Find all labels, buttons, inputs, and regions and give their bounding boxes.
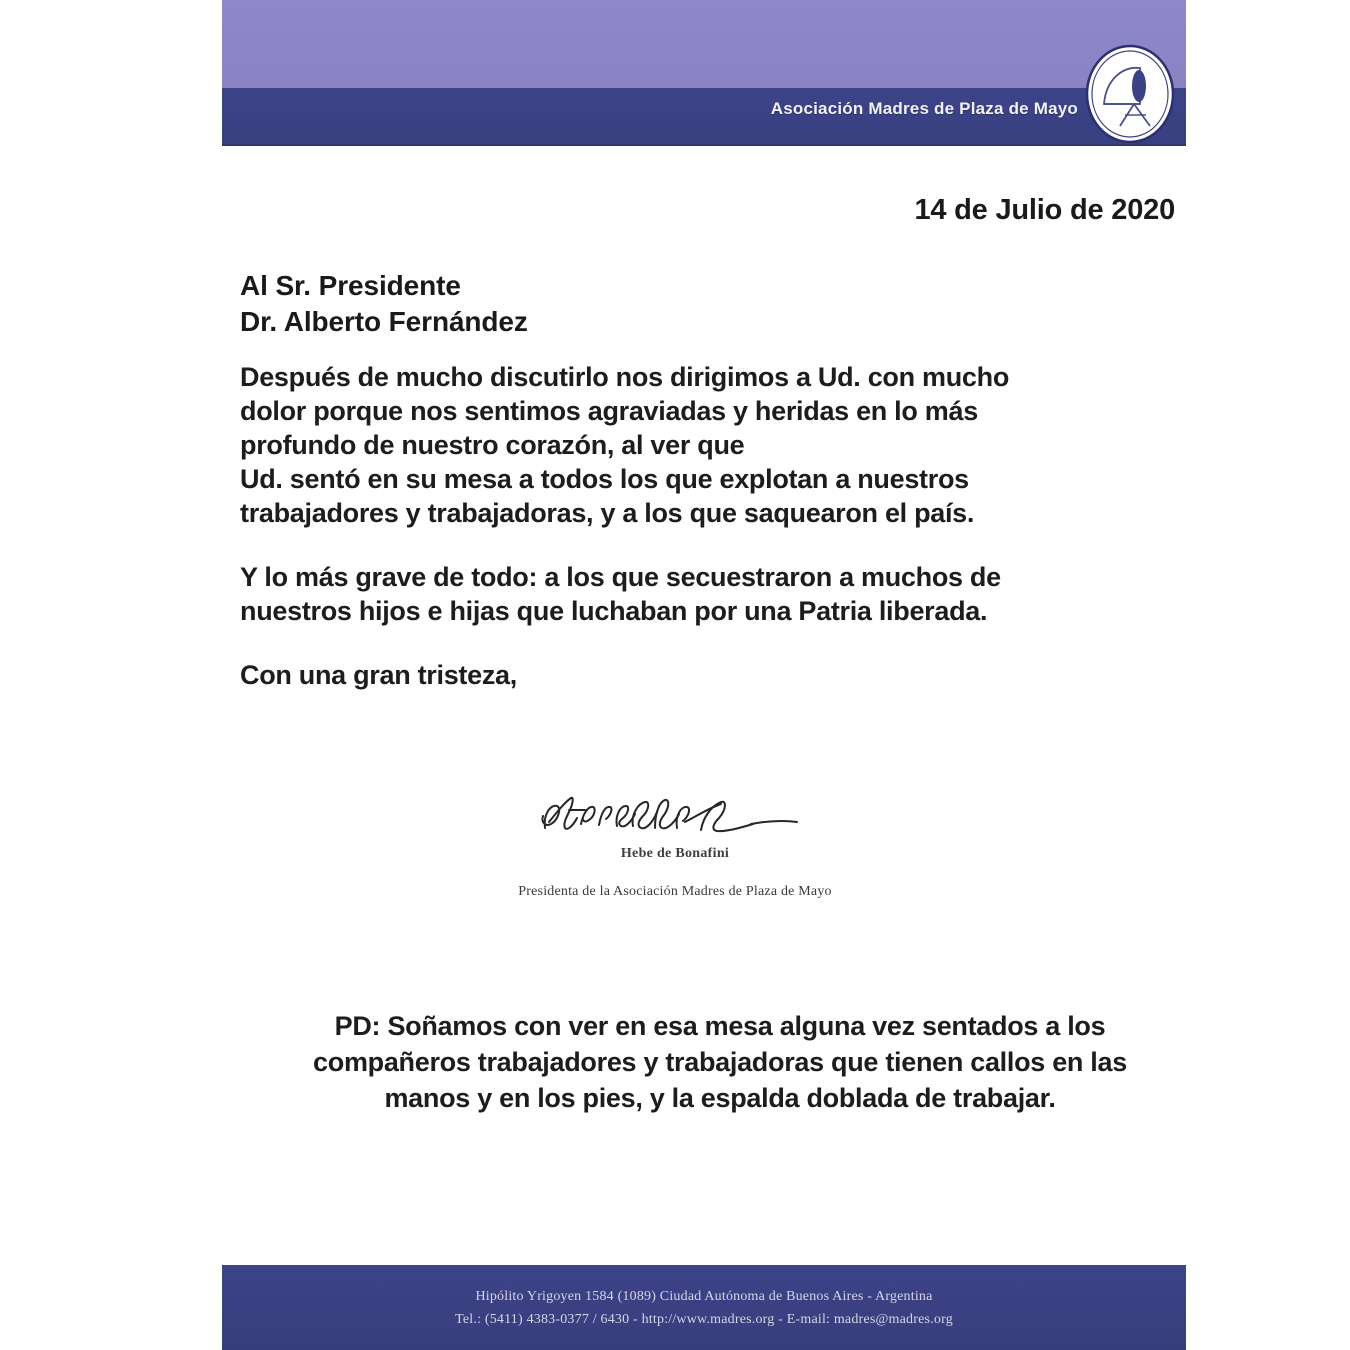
signature-role: Presidenta de la Asociación Madres de Plaza de Mayo [518,884,832,899]
paragraph-line: Con una gran tristeza, [240,660,517,690]
addressee-line-1: Al Sr. Presidente [240,270,461,301]
paragraph-1 [240,360,1130,530]
organization-name: Asociación Madres de Plaza de Mayo [770,99,1078,118]
letter-date: 14 de Julio de 2020 [914,194,1175,226]
postscript-line: manos y en los pies, y la espalda doblada de trabajar. [384,1083,1056,1113]
letterhead-footer [222,1265,1186,1350]
signature-name: Hebe de Bonafini [620,846,730,861]
paragraph-3-closing [240,658,1130,692]
footer-contact: Tel.: (5411) 4383-0377 / 6430 - http://www.madres.org - E-mail: madres@madres.org [455,1312,953,1327]
postscript-line: compañeros trabajadores y trabajadoras que tienen callos en las [313,1047,1127,1077]
addressee-line-2: Dr. Alberto Fernández [240,306,528,337]
letter-body [240,360,1130,692]
paragraph-line: trabajadores y trabajadoras, y a los que saquearon el país. [240,498,975,528]
paragraph-line: Después de mucho discutirlo nos dirigimos a Ud. con mucho [240,362,1010,392]
paragraph-2 [240,560,1130,628]
header-band-bottom-edge [222,144,1186,146]
postscript-block [270,1008,1170,1116]
header-band-light [222,0,1186,88]
footer-address: Hipólito Yrigoyen 1584 (1089) Ciudad Autónoma de Buenos Aires - Argentina [475,1289,933,1304]
paragraph-line: dolor porque nos sentimos agraviadas y heridas en lo más [240,396,978,426]
signature-block [0,788,1350,900]
letterhead-header [222,0,1186,146]
handwritten-signature-icon [525,788,825,844]
paragraph-line: nuestros hijos e hijas que luchaban por una Patria liberada. [240,596,988,626]
addressee-block [240,268,528,340]
panuelo-circle-logo-icon [1082,42,1178,146]
paragraph-line: profundo de nuestro corazón, al ver que [240,430,745,460]
postscript-line: PD: Soñamos con ver en esa mesa alguna vez sentados a los [334,1011,1106,1041]
paragraph-line: Y lo más grave de todo: a los que secuestraron a muchos de [240,562,1001,592]
paragraph-line: Ud. sentó en su mesa a todos los que explotan a nuestros [240,464,969,494]
